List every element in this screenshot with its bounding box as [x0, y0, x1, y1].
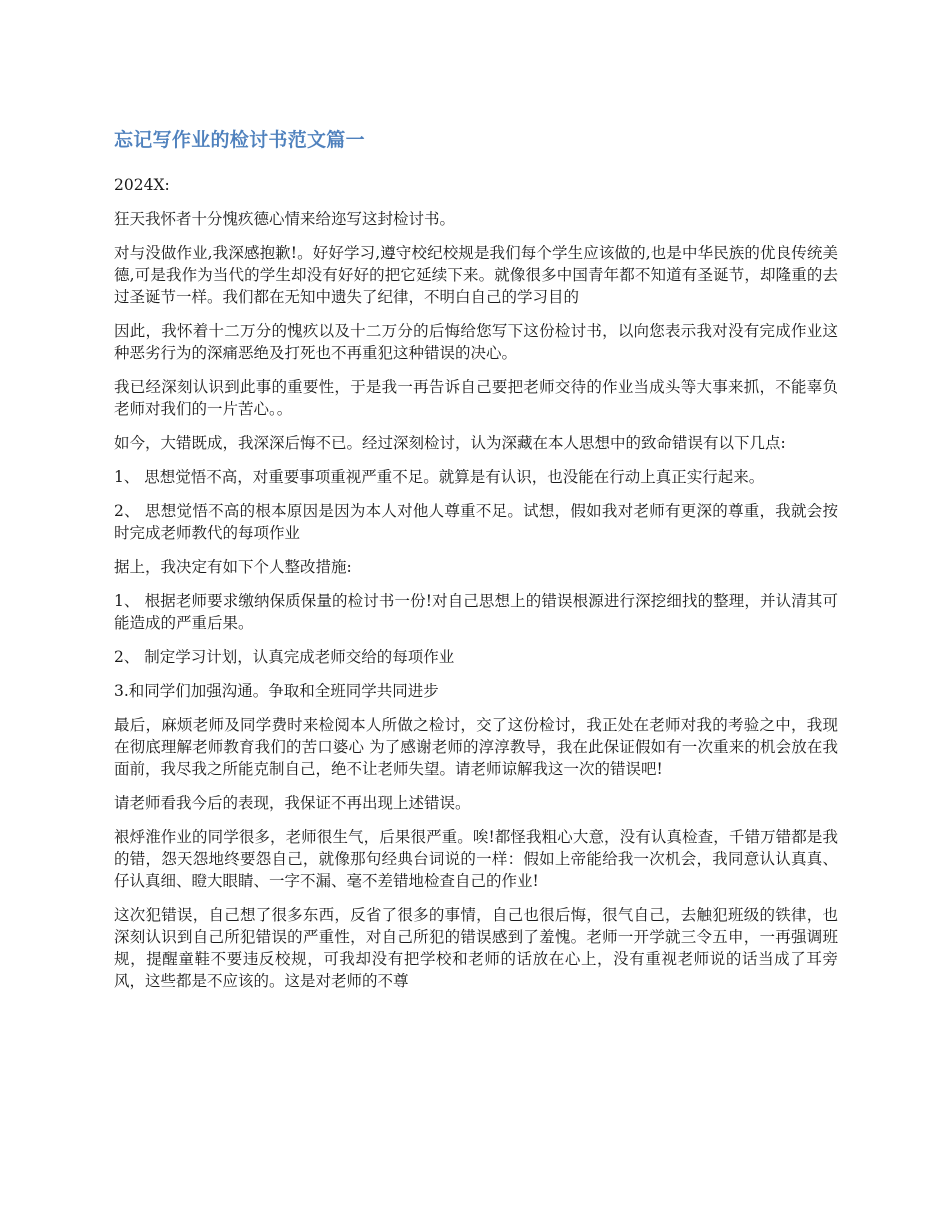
list-item: 1、 思想觉悟不高，对重要事项重视严重不足。就算是有认识，也没能在行动上真正实行起来。 [114, 468, 765, 486]
list-item: 2、 思想觉悟不高的根本原因是因为本人对他人尊重不足。试想，假如我对老师有更深的尊重，我就会按时完成老师教代的每项作业 [114, 502, 838, 542]
body-paragraph: 对与没做作业,我深感抱歉!。好好学习,遵守校纪校规是我们每个学生应该做的,也是中华民族的优良传统美德,可是我作为当代的学生却没有好好的把它延续下来。就像很多中国青年都不知道有圣诞节，却隆重的去过圣诞节一样。我们都在无知中遗失了纪律，不明白自己的学习目的 [114, 244, 838, 306]
body-paragraph: 因此，我怀着十二万分的愧疚以及十二万分的后悔给您写下这份检讨书，以向您表示我对没有完成作业这种恶劣行为的深痛恶绝及打死也不再重犯这种错误的决心。 [114, 322, 838, 362]
body-paragraph: 如今，大错既成，我深深后悔不已。经过深刻检讨，认为深藏在本人思想中的致命错误有以下几点: [114, 434, 786, 452]
list-item: 1、 根据老师要求缴纳保质保量的检讨书一份!对自己思想上的错误根源进行深挖细找的整理，并认清其可能造成的严重后果。 [114, 592, 838, 632]
list-item: 3.和同学们加强沟通。争取和全班同学共同进步 [114, 682, 439, 700]
document-page [114, 126, 838, 1004]
body-paragraph: 最后，麻烦老师及同学费时来检阅本人所做之检讨，交了这份检讨，我正处在老师对我的考验之中，我现在彻底理解老师教育我们的苦口婆心 为了感谢老师的淳淳教导，我在此保证假如有一次重来的机会放在我面前，我尽我之所能克制自己，绝不让老师失望。请老师谅解我这一次的错误吧! [114, 716, 838, 778]
body-paragraph: 这次犯错误，自己想了很多东西，反省了很多的事情，自己也很后悔，很气自己，去触犯班级的铁律，也深刻认识到自己所犯错误的严重性，对自己所犯的错误感到了羞愧。老师一开学就三令五申，一再强调班规，提醒童鞋不要违反校规，可我却没有把学校和老师的话放在心上，没有重视老师说的话当成了耳旁风，这些都是不应该的。这是对老师的不尊 [114, 906, 838, 990]
date-line: 2024X: [114, 176, 170, 194]
list-item: 2、 制定学习计划，认真完成老师交给的每项作业 [114, 648, 455, 666]
document-title: 忘记写作业的检讨书范文篇一 [114, 129, 365, 151]
body-paragraph: 裉烀淮作业的同学很多，老师很生气，后果很严重。唉!都怪我粗心大意，没有认真检查，千错万错都是我的错，怨天怨地终要怨自己，就像那句经典台词说的一样：假如上帝能给我一次机会，我同意认认真真、仔认真细、瞪大眼睛、一字不漏、毫不差错地检查自己的作业! [114, 828, 838, 890]
body-paragraph: 我已经深刻认识到此事的重要性，于是我一再告诉自己要把老师交待的作业当成头等大事来抓，不能辜负老师对我们的一片苦心。。 [114, 378, 838, 418]
body-paragraph: 据上，我决定有如下个人整改措施: [114, 558, 352, 576]
salutation-paragraph: 狂天我怀者十分愧疚德心情来给迩写这封检讨书。 [114, 210, 456, 228]
body-paragraph: 请老师看我今后的表现，我保证不再出现上述错误。 [114, 794, 471, 812]
